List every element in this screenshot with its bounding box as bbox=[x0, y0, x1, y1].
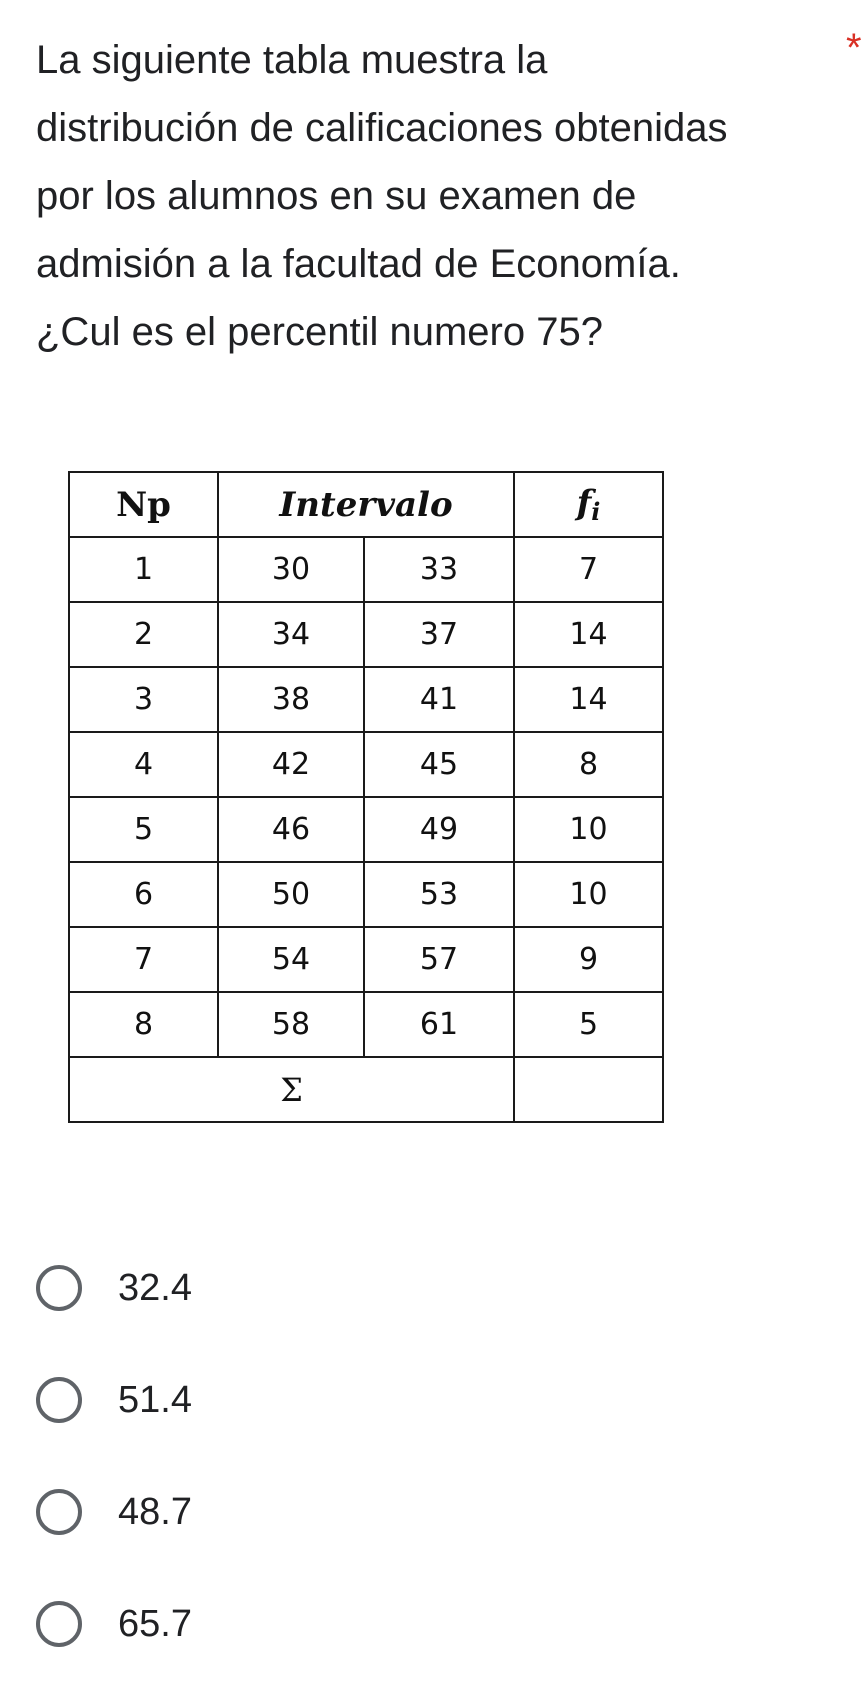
table-row bbox=[69, 862, 663, 927]
cell-lower: 34 bbox=[218, 602, 364, 667]
question-text bbox=[36, 26, 836, 366]
header-np: Np bbox=[69, 472, 218, 537]
cell-upper: 57 bbox=[364, 927, 514, 992]
table-row bbox=[69, 602, 663, 667]
cell-np: 3 bbox=[69, 667, 218, 732]
question-line-1: La siguiente tabla muestra la bbox=[36, 38, 548, 82]
question-line-2: distribución de calificaciones obtenidas bbox=[36, 106, 728, 150]
cell-lower: 50 bbox=[218, 862, 364, 927]
option-label: 32.4 bbox=[118, 1266, 192, 1309]
table-row bbox=[69, 927, 663, 992]
cell-np: 7 bbox=[69, 927, 218, 992]
frequency-table-image bbox=[68, 471, 664, 1123]
table-header-row bbox=[69, 472, 663, 537]
question-line-4: admisión a la facultad de Economía. bbox=[36, 242, 681, 286]
cell-lower: 58 bbox=[218, 992, 364, 1057]
option-label: 51.4 bbox=[118, 1378, 192, 1421]
cell-np: 8 bbox=[69, 992, 218, 1057]
radio-button[interactable] bbox=[36, 1377, 82, 1423]
cell-fi: 7 bbox=[514, 537, 663, 602]
cell-upper: 33 bbox=[364, 537, 514, 602]
question-line-3: por los alumnos en su examen de bbox=[36, 174, 637, 218]
sum-value bbox=[514, 1057, 663, 1122]
required-asterisk: * bbox=[846, 26, 862, 70]
header-fi bbox=[514, 472, 663, 537]
cell-fi: 9 bbox=[514, 927, 663, 992]
cell-upper: 61 bbox=[364, 992, 514, 1057]
option-label: 48.7 bbox=[118, 1490, 192, 1533]
cell-lower: 30 bbox=[218, 537, 364, 602]
option-3[interactable] bbox=[36, 1484, 192, 1540]
cell-np: 1 bbox=[69, 537, 218, 602]
table-row bbox=[69, 992, 663, 1057]
cell-np: 4 bbox=[69, 732, 218, 797]
option-1[interactable] bbox=[36, 1260, 192, 1316]
question-line-5: ¿Cul es el percentil numero 75? bbox=[36, 310, 603, 354]
cell-lower: 46 bbox=[218, 797, 364, 862]
table-row bbox=[69, 732, 663, 797]
cell-lower: 54 bbox=[218, 927, 364, 992]
cell-fi: 5 bbox=[514, 992, 663, 1057]
header-intervalo: Intervalo bbox=[218, 472, 514, 537]
radio-button[interactable] bbox=[36, 1601, 82, 1647]
header-fi-base: f bbox=[576, 483, 592, 523]
cell-upper: 41 bbox=[364, 667, 514, 732]
cell-upper: 37 bbox=[364, 602, 514, 667]
cell-fi: 10 bbox=[514, 862, 663, 927]
cell-fi: 10 bbox=[514, 797, 663, 862]
option-label: 65.7 bbox=[118, 1602, 192, 1645]
option-2[interactable] bbox=[36, 1372, 192, 1428]
cell-fi: 8 bbox=[514, 732, 663, 797]
cell-upper: 53 bbox=[364, 862, 514, 927]
cell-fi: 14 bbox=[514, 667, 663, 732]
table-row bbox=[69, 537, 663, 602]
option-4[interactable] bbox=[36, 1596, 192, 1652]
cell-lower: 42 bbox=[218, 732, 364, 797]
table-row bbox=[69, 797, 663, 862]
cell-np: 6 bbox=[69, 862, 218, 927]
cell-np: 2 bbox=[69, 602, 218, 667]
cell-fi: 14 bbox=[514, 602, 663, 667]
cell-upper: 45 bbox=[364, 732, 514, 797]
radio-button[interactable] bbox=[36, 1265, 82, 1311]
cell-lower: 38 bbox=[218, 667, 364, 732]
table-sum-row bbox=[69, 1057, 663, 1122]
header-fi-sub: i bbox=[591, 497, 601, 526]
sum-label: Σ bbox=[69, 1057, 514, 1122]
cell-np: 5 bbox=[69, 797, 218, 862]
answer-options bbox=[36, 1260, 192, 1708]
frequency-table bbox=[68, 471, 664, 1123]
cell-upper: 49 bbox=[364, 797, 514, 862]
radio-button[interactable] bbox=[36, 1489, 82, 1535]
table-row bbox=[69, 667, 663, 732]
